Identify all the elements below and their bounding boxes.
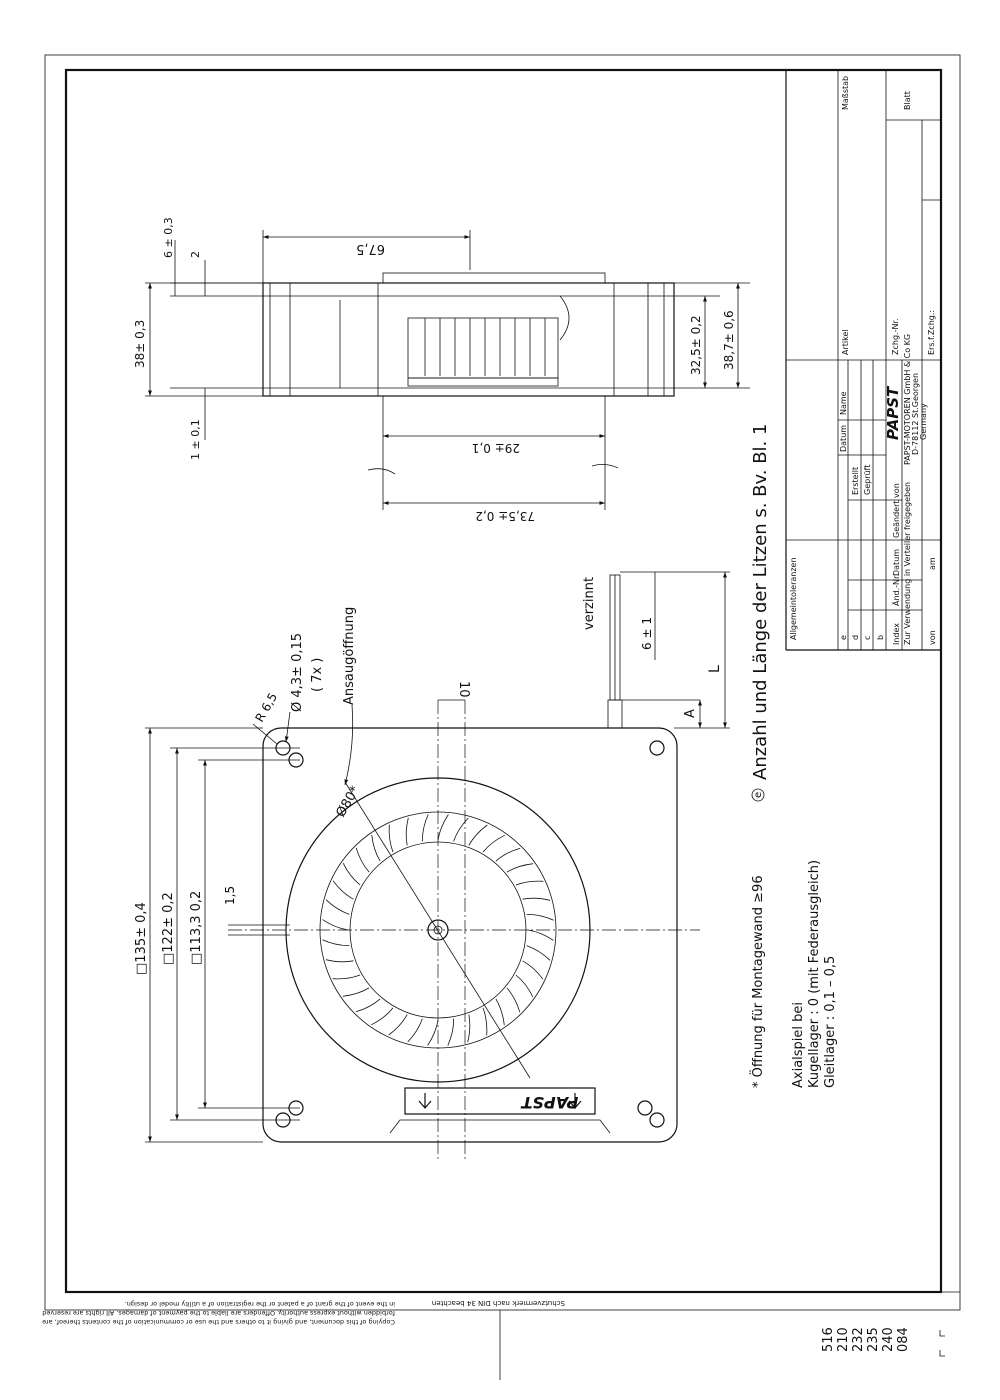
impeller-blade: [333, 975, 360, 979]
tb-am: am: [928, 557, 937, 570]
impeller-blade: [371, 1008, 393, 1025]
impeller-blade: [389, 1015, 408, 1035]
tb-company-line2: D-78112 St.Georgen: [911, 372, 920, 455]
tb-freigabe: Zur Verwendung in Verteiler freigegeben: [903, 481, 912, 645]
impeller-blade: [356, 999, 380, 1012]
tb-index-e: e: [839, 635, 848, 640]
impeller-blade: [469, 825, 488, 845]
impeller-blade: [527, 946, 550, 961]
label-ansaugoeffnung: Ansaugöffnung: [342, 606, 357, 705]
dim-cable-A: A: [683, 709, 698, 718]
tb-datum-header: Datum: [839, 424, 848, 452]
impeller-blade: [454, 818, 469, 841]
schutzvermerk: Schutzvermerk nach DIN 34 beachten: [431, 1299, 565, 1307]
front-view: [134, 572, 730, 1160]
impeller-blade: [408, 1019, 423, 1042]
housing-logo: PAPST: [521, 1093, 579, 1112]
tb-massstab: Maßstab: [841, 75, 850, 110]
dim-square-122: □122± 0,2: [161, 892, 176, 965]
tb-allgemeintoleranzen: Allgemeintoleranzen: [789, 557, 798, 640]
tb-von: von: [928, 630, 937, 645]
label-verzinnt: verzinnt: [582, 576, 597, 630]
impeller-blade: [356, 848, 369, 872]
tb-name-header: Name: [839, 391, 848, 415]
impeller-blade: [428, 1020, 438, 1046]
impeller-blade: [496, 848, 520, 861]
tb-hdr-aend-nr: Änd.-Nr.: [892, 573, 901, 606]
impeller-blade: [438, 815, 448, 841]
tb-company-line1: PAPST-MOTOREN GmbH & Co KG: [903, 333, 912, 465]
tb-company-logo: PAPST: [884, 386, 902, 440]
impeller-blade: [406, 818, 408, 846]
note-gleitlager: Gleitlager : 0,1 – 0,5: [823, 955, 838, 1088]
dim-width-29: 29± 0,1: [471, 441, 520, 455]
code-3: 232: [851, 1327, 866, 1352]
side-view: [133, 217, 750, 523]
impeller-blade: [326, 900, 349, 915]
impeller-blade: [528, 930, 554, 940]
impeller-blade: [323, 920, 349, 930]
dim-height-325: 32,5± 0,2: [689, 315, 703, 375]
copyright-line2: forbidden without express authority. Offenders are liable to the payment of damages. All rights are reserved: [42, 1309, 395, 1317]
copyright-line3: in the event of the grant of a patent or the registration of a utility model or design.: [124, 1300, 395, 1308]
dim-offset-10: 10: [456, 681, 471, 698]
impeller-blade: [516, 975, 533, 997]
impeller-blade: [496, 999, 504, 1025]
impeller-blade: [527, 914, 554, 920]
dim-radius-65: R 6,5: [252, 690, 281, 725]
dim-hole-count: ( 7x ): [310, 657, 325, 692]
code-1: 516: [821, 1327, 836, 1352]
dim-width-735: 73,5± 0,2: [475, 509, 535, 523]
housing-outline: [263, 728, 677, 1142]
dim-inlet-d80: Ø80*: [333, 783, 364, 820]
title-block: [786, 70, 941, 650]
impeller-blade: [523, 898, 551, 900]
impeller-blade: [468, 1015, 470, 1043]
note-oeffnung: * Öffnung für Montagewand ≥96: [751, 875, 766, 1088]
tb-hdr-datum: Datum: [892, 548, 901, 576]
dim-cable-L: L: [707, 665, 723, 673]
dim-square-113: □113,3 0,2: [189, 890, 204, 965]
impeller-blade: [343, 863, 360, 885]
impeller-blade: [507, 988, 520, 1012]
tb-artikel: Artikel: [841, 329, 850, 355]
notes: [749, 424, 838, 1088]
note-litzen: Anzahl und Länge der Litzen s. Bv. Bl. 1: [750, 423, 771, 780]
impeller-blade: [326, 960, 354, 962]
tb-geprueft: Geprüft: [863, 464, 872, 495]
impeller-blade: [343, 988, 369, 996]
dim-height-38: 38± 0,3: [133, 319, 147, 368]
code-4: 235: [866, 1327, 881, 1352]
dim-top-offset-2: 2: [189, 251, 202, 258]
tb-index-b: b: [876, 634, 885, 640]
tb-index-c: c: [863, 635, 872, 640]
dim-top-offset-6: 6 ± 0,3: [162, 217, 175, 258]
dim-width-675: 67,5: [356, 241, 385, 256]
dim-square-135: □135± 0,4: [134, 902, 149, 975]
impeller-blade: [372, 835, 380, 861]
impeller-blade: [507, 864, 533, 872]
impeller-blade: [483, 835, 505, 852]
impeller-blade: [516, 881, 543, 885]
tb-ers-f-zchg: Ers.f.Zchg.:: [927, 309, 936, 355]
note-axialspiel: Axialspiel bei: [791, 1001, 806, 1088]
code-5: 240: [881, 1327, 896, 1352]
dim-offset-15: 1,5: [223, 885, 237, 905]
mounting-holes: [276, 741, 664, 1127]
note-litzen-symbol: e: [753, 791, 764, 798]
note-kugellager: Kugellager : 0 (mit Federausgleich): [807, 859, 822, 1088]
impeller-blade: [322, 940, 349, 946]
tb-company-line3: Germany: [919, 403, 928, 440]
impeller-blade: [389, 825, 393, 852]
impeller-blade: [333, 881, 353, 900]
tb-hdr-geaendert: Geändert von: [892, 483, 901, 538]
code-2: 210: [836, 1327, 851, 1352]
tb-erstellt: Erstellt: [851, 466, 860, 495]
dim-bottom-offset-1: 1 ± 0,1: [189, 419, 202, 460]
dim-hole-diameter: Ø 4,3± 0,15: [290, 632, 305, 712]
impeller-blade: [523, 961, 543, 980]
tb-index-d: d: [851, 634, 860, 640]
copyright-line1: Copying of this document, and giving it to others and the use or communication of the contents thereof, are: [42, 1318, 395, 1326]
tb-hdr-index: Index: [892, 622, 901, 645]
dim-strip-length: 6 ± 1: [640, 617, 654, 650]
impeller-blade: [483, 1008, 487, 1035]
dim-height-387: 38,7± 0,6: [722, 310, 736, 370]
code-6: 084: [896, 1327, 911, 1352]
impeller-blade: [422, 814, 428, 841]
footer: [42, 1292, 960, 1380]
sheet-outer-border: [45, 55, 960, 1310]
tb-blatt: Blatt: [903, 91, 912, 110]
impeller-blade: [448, 1019, 454, 1046]
tb-zchg-nr: Zchg.-Nr.: [891, 318, 900, 355]
